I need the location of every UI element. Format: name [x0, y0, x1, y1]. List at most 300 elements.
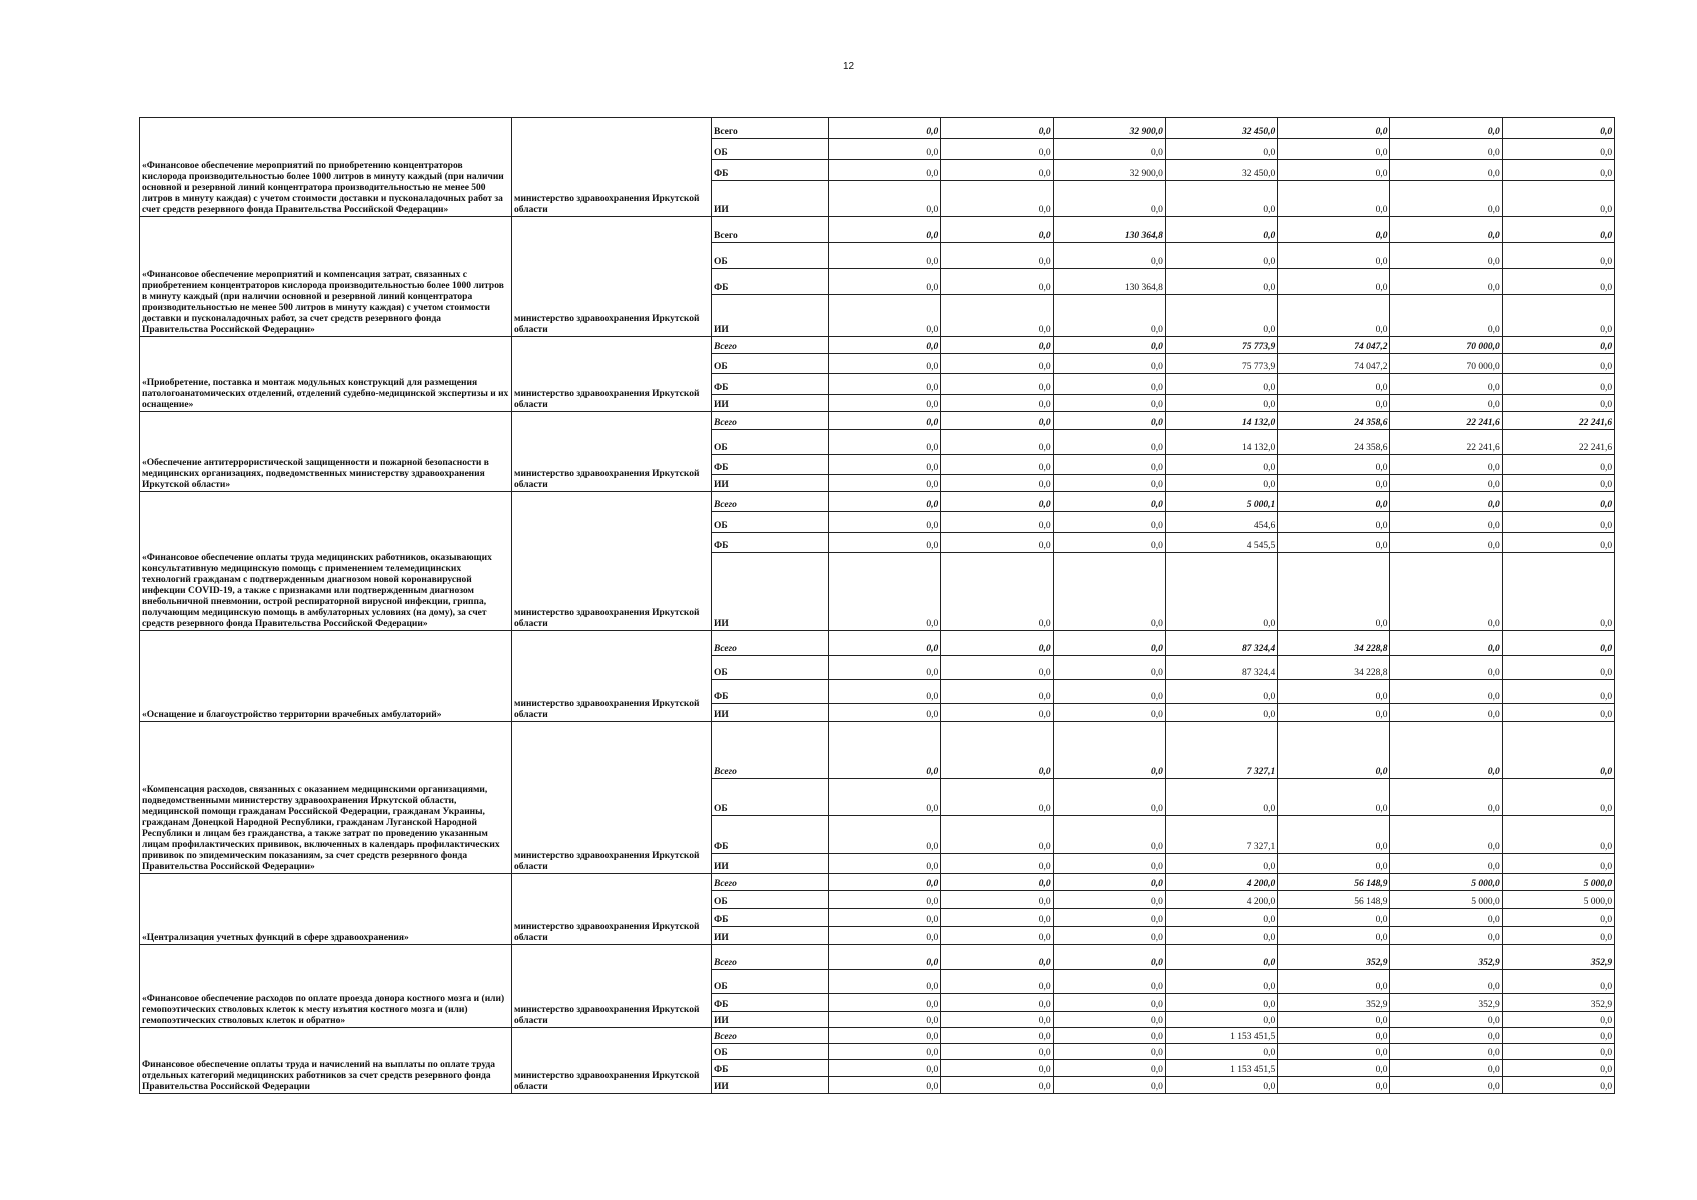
- value-cell: 0,0: [1502, 1012, 1614, 1028]
- value-cell: 34 228,8: [1278, 631, 1390, 656]
- value-cell: 0,0: [829, 412, 941, 430]
- value-cell: 0,0: [1053, 874, 1165, 891]
- value-cell: 0,0: [941, 970, 1053, 994]
- page-number: 12: [842, 61, 855, 72]
- value-cell: 0,0: [1502, 395, 1614, 412]
- value-cell: 0,0: [1053, 1028, 1165, 1044]
- value-cell: 0,0: [1502, 1044, 1614, 1060]
- value-cell: 4 200,0: [1165, 891, 1277, 909]
- measure-description: Финансовое обеспечение оплаты труда и начислений на выплаты по оплате труда отдельных категорий медицинских работников за счет средств резервного фонда Правительства Российской Федерации: [140, 1028, 512, 1094]
- value-cell: 0,0: [829, 553, 941, 631]
- value-cell: 0,0: [829, 927, 941, 945]
- value-cell: 0,0: [941, 295, 1053, 337]
- funding-source-fb: ФБ: [712, 269, 829, 295]
- value-cell: 22 241,6: [1502, 430, 1614, 455]
- value-cell: 0,0: [1278, 909, 1390, 927]
- value-cell: 0,0: [1502, 295, 1614, 337]
- value-cell: 0,0: [941, 891, 1053, 909]
- value-cell: 0,0: [941, 1028, 1053, 1044]
- value-cell: 0,0: [829, 631, 941, 656]
- value-cell: 0,0: [1278, 181, 1390, 217]
- value-cell: 0,0: [1390, 139, 1502, 160]
- value-cell: 0,0: [1165, 970, 1277, 994]
- value-cell: 130 364,8: [1053, 269, 1165, 295]
- value-cell: 0,0: [1390, 217, 1502, 243]
- value-cell: 0,0: [941, 533, 1053, 553]
- value-cell: 14 132,0: [1165, 430, 1277, 455]
- funding-source-fb: ФБ: [712, 909, 829, 927]
- value-cell: 0,0: [1053, 656, 1165, 680]
- value-cell: 0,0: [1502, 217, 1614, 243]
- value-cell: 0,0: [1390, 927, 1502, 945]
- measure-executor: министерство здравоохранения Иркутской области: [512, 945, 712, 1028]
- value-cell: 0,0: [941, 412, 1053, 430]
- value-cell: 0,0: [941, 816, 1053, 854]
- value-cell: 0,0: [1053, 512, 1165, 533]
- table-row: [140, 1028, 1615, 1044]
- value-cell: 0,0: [941, 1012, 1053, 1028]
- value-cell: 0,0: [1053, 492, 1165, 512]
- value-cell: 0,0: [1278, 779, 1390, 816]
- value-cell: 0,0: [941, 354, 1053, 374]
- value-cell: 0,0: [1165, 139, 1277, 160]
- table-row: [140, 874, 1615, 891]
- value-cell: 0,0: [1053, 891, 1165, 909]
- value-cell: 0,0: [1502, 243, 1614, 269]
- value-cell: 0,0: [1165, 779, 1277, 816]
- value-cell: 56 148,9: [1278, 874, 1390, 891]
- measure-executor: министерство здравоохранения Иркутской области: [512, 118, 712, 217]
- value-cell: 0,0: [1278, 217, 1390, 243]
- value-cell: 0,0: [1502, 475, 1614, 492]
- value-cell: 0,0: [1053, 455, 1165, 475]
- value-cell: 0,0: [941, 631, 1053, 656]
- value-cell: 0,0: [1053, 430, 1165, 455]
- value-cell: 0,0: [1278, 492, 1390, 512]
- value-cell: 0,0: [941, 475, 1053, 492]
- measure-executor: министерство здравоохранения Иркутской области: [512, 631, 712, 722]
- value-cell: 0,0: [1053, 854, 1165, 874]
- value-cell: 75 773,9: [1165, 354, 1277, 374]
- value-cell: 0,0: [1053, 533, 1165, 553]
- value-cell: 74 047,2: [1278, 354, 1390, 374]
- value-cell: 0,0: [1502, 181, 1614, 217]
- value-cell: 0,0: [1053, 553, 1165, 631]
- value-cell: 56 148,9: [1278, 891, 1390, 909]
- value-cell: 0,0: [1053, 779, 1165, 816]
- value-cell: 0,0: [941, 779, 1053, 816]
- value-cell: 0,0: [1053, 1012, 1165, 1028]
- value-cell: 0,0: [1278, 512, 1390, 533]
- value-cell: 0,0: [1278, 243, 1390, 269]
- value-cell: 0,0: [1053, 243, 1165, 269]
- value-cell: 0,0: [941, 927, 1053, 945]
- value-cell: 0,0: [1165, 909, 1277, 927]
- value-cell: 0,0: [1053, 354, 1165, 374]
- value-cell: 0,0: [941, 337, 1053, 354]
- value-cell: 0,0: [941, 512, 1053, 533]
- value-cell: 0,0: [941, 217, 1053, 243]
- value-cell: 0,0: [1165, 553, 1277, 631]
- funding-source-total: Всего: [712, 337, 829, 354]
- value-cell: 0,0: [829, 970, 941, 994]
- value-cell: 0,0: [941, 874, 1053, 891]
- value-cell: 0,0: [1502, 269, 1614, 295]
- value-cell: 0,0: [941, 118, 1053, 139]
- value-cell: 0,0: [1165, 374, 1277, 395]
- value-cell: 7 327,1: [1165, 722, 1277, 779]
- value-cell: 5 000,0: [1390, 891, 1502, 909]
- funding-source-ii: ИИ: [712, 927, 829, 945]
- value-cell: 0,0: [829, 945, 941, 970]
- value-cell: 0,0: [1053, 181, 1165, 217]
- value-cell: 0,0: [1502, 854, 1614, 874]
- funding-source-ii: ИИ: [712, 704, 829, 722]
- value-cell: 0,0: [829, 139, 941, 160]
- value-cell: 0,0: [829, 243, 941, 269]
- table-row: [140, 337, 1615, 354]
- value-cell: 352,9: [1278, 945, 1390, 970]
- value-cell: 0,0: [1390, 779, 1502, 816]
- value-cell: 0,0: [1165, 181, 1277, 217]
- value-cell: 0,0: [1165, 243, 1277, 269]
- funding-source-total: Всего: [712, 217, 829, 243]
- funding-source-total: Всего: [712, 118, 829, 139]
- value-cell: 0,0: [1390, 631, 1502, 656]
- value-cell: 5 000,1: [1165, 492, 1277, 512]
- value-cell: 0,0: [1278, 680, 1390, 704]
- funding-source-total: Всего: [712, 874, 829, 891]
- value-cell: 0,0: [1278, 970, 1390, 994]
- value-cell: 0,0: [829, 455, 941, 475]
- value-cell: 0,0: [941, 854, 1053, 874]
- table-row: [140, 722, 1615, 779]
- value-cell: 0,0: [1390, 1060, 1502, 1077]
- value-cell: 0,0: [829, 994, 941, 1012]
- funding-source-ob: ОБ: [712, 779, 829, 816]
- value-cell: 0,0: [829, 891, 941, 909]
- table-row: [140, 118, 1615, 139]
- value-cell: 0,0: [829, 1012, 941, 1028]
- funding-source-total: Всего: [712, 945, 829, 970]
- measure-executor: министерство здравоохранения Иркутской области: [512, 217, 712, 337]
- value-cell: 0,0: [1165, 269, 1277, 295]
- value-cell: 0,0: [941, 243, 1053, 269]
- value-cell: 0,0: [1278, 269, 1390, 295]
- value-cell: 0,0: [1165, 1044, 1277, 1060]
- funding-source-ii: ИИ: [712, 181, 829, 217]
- measure-description: «Приобретение, поставка и монтаж модульных конструкций для размещения патологоанатомических отделений, отделений судебно-медицинской экспертизы и их оснащение»: [140, 337, 512, 412]
- value-cell: 0,0: [829, 337, 941, 354]
- funding-source-fb: ФБ: [712, 374, 829, 395]
- value-cell: 0,0: [1502, 553, 1614, 631]
- funding-source-ob: ОБ: [712, 243, 829, 269]
- value-cell: 0,0: [829, 1028, 941, 1044]
- value-cell: 0,0: [1390, 1012, 1502, 1028]
- value-cell: 0,0: [829, 779, 941, 816]
- value-cell: 0,0: [1165, 295, 1277, 337]
- value-cell: 0,0: [1053, 680, 1165, 704]
- value-cell: 0,0: [829, 680, 941, 704]
- value-cell: 0,0: [1165, 1077, 1277, 1094]
- value-cell: 0,0: [1053, 631, 1165, 656]
- value-cell: 0,0: [1390, 395, 1502, 412]
- measure-description: «Обеспечение антитеррористической защищенности и пожарной безопасности в медицинских организациях, подведомственных министерству здравоохранения Иркутской области»: [140, 412, 512, 492]
- value-cell: 0,0: [829, 374, 941, 395]
- value-cell: 0,0: [1278, 1028, 1390, 1044]
- value-cell: 24 358,6: [1278, 412, 1390, 430]
- value-cell: 0,0: [829, 533, 941, 553]
- value-cell: 32 450,0: [1165, 118, 1277, 139]
- value-cell: 0,0: [1502, 160, 1614, 181]
- value-cell: 74 047,2: [1278, 337, 1390, 354]
- value-cell: 0,0: [1390, 722, 1502, 779]
- value-cell: 0,0: [1390, 243, 1502, 269]
- value-cell: 32 900,0: [1053, 118, 1165, 139]
- value-cell: 0,0: [1165, 854, 1277, 874]
- table-row: [140, 945, 1615, 970]
- value-cell: 0,0: [1278, 1044, 1390, 1060]
- value-cell: 0,0: [829, 656, 941, 680]
- value-cell: 0,0: [1278, 160, 1390, 181]
- value-cell: 0,0: [829, 909, 941, 927]
- value-cell: 1 153 451,5: [1165, 1028, 1277, 1044]
- value-cell: 70 000,0: [1390, 337, 1502, 354]
- value-cell: 0,0: [1502, 779, 1614, 816]
- value-cell: 0,0: [829, 475, 941, 492]
- value-cell: 0,0: [941, 374, 1053, 395]
- funding-source-fb: ФБ: [712, 680, 829, 704]
- value-cell: 0,0: [1502, 512, 1614, 533]
- value-cell: 0,0: [1390, 1077, 1502, 1094]
- value-cell: 0,0: [1390, 909, 1502, 927]
- value-cell: 0,0: [829, 1060, 941, 1077]
- value-cell: 0,0: [1278, 139, 1390, 160]
- value-cell: 0,0: [1278, 1012, 1390, 1028]
- funding-source-ii: ИИ: [712, 475, 829, 492]
- table-row: [140, 631, 1615, 656]
- value-cell: 0,0: [1278, 854, 1390, 874]
- value-cell: 0,0: [1502, 970, 1614, 994]
- value-cell: 0,0: [1053, 295, 1165, 337]
- value-cell: 0,0: [941, 455, 1053, 475]
- funding-source-fb: ФБ: [712, 994, 829, 1012]
- value-cell: 0,0: [1390, 295, 1502, 337]
- value-cell: 0,0: [1502, 139, 1614, 160]
- value-cell: 0,0: [1390, 533, 1502, 553]
- value-cell: 352,9: [1502, 945, 1614, 970]
- value-cell: 0,0: [1165, 395, 1277, 412]
- measure-description: «Компенсация расходов, связанных с оказанием медицинскими организациями, подведомственными министерству здравоохранения Иркутской области, медицинской помощи гражданам Российской Федерации, гражданам Украины, гражданам Донецкой Народной Республики, гражданам Луганской Народной Республики и лицам без гражданства, а также затрат по проведению указанным лицам профилактических прививок, включенных в календарь профилактических прививок по эпидемическим показаниям, за счет средств резервного фонда Правительства Российской Федерации»: [140, 722, 512, 874]
- funding-source-ob: ОБ: [712, 354, 829, 374]
- funding-source-ob: ОБ: [712, 1044, 829, 1060]
- value-cell: 352,9: [1390, 994, 1502, 1012]
- value-cell: 0,0: [829, 217, 941, 243]
- value-cell: 0,0: [1053, 994, 1165, 1012]
- value-cell: 0,0: [1502, 1077, 1614, 1094]
- measure-description: «Финансовое обеспечение мероприятий по приобретению концентраторов кислорода производительностью более 1000 литров в минуту каждый (при наличии основной и резервной линий концентратора производительностью не менее 500 литров в минуту каждая) с учетом стоимости доставки и пусконаладочных работ за счет средств резервного фонда Правительства Российской Федерации»: [140, 118, 512, 217]
- table-row: [140, 492, 1615, 512]
- value-cell: 0,0: [1278, 395, 1390, 412]
- value-cell: 32 900,0: [1053, 160, 1165, 181]
- value-cell: 0,0: [829, 354, 941, 374]
- value-cell: 0,0: [1502, 680, 1614, 704]
- measure-executor: министерство здравоохранения Иркутской области: [512, 874, 712, 945]
- value-cell: 0,0: [1390, 1044, 1502, 1060]
- value-cell: 130 364,8: [1053, 217, 1165, 243]
- value-cell: 0,0: [1502, 354, 1614, 374]
- value-cell: 0,0: [1165, 704, 1277, 722]
- value-cell: 0,0: [941, 160, 1053, 181]
- value-cell: 0,0: [1502, 337, 1614, 354]
- funding-source-ii: ИИ: [712, 395, 829, 412]
- value-cell: 0,0: [941, 269, 1053, 295]
- value-cell: 0,0: [1390, 455, 1502, 475]
- value-cell: 0,0: [1390, 970, 1502, 994]
- value-cell: 0,0: [1053, 139, 1165, 160]
- value-cell: 0,0: [941, 656, 1053, 680]
- value-cell: 22 241,6: [1390, 430, 1502, 455]
- value-cell: 0,0: [1502, 816, 1614, 854]
- value-cell: 0,0: [1278, 722, 1390, 779]
- value-cell: 0,0: [1390, 492, 1502, 512]
- value-cell: 0,0: [829, 269, 941, 295]
- measure-executor: министерство здравоохранения Иркутской области: [512, 722, 712, 874]
- funding-source-ob: ОБ: [712, 970, 829, 994]
- value-cell: 75 773,9: [1165, 337, 1277, 354]
- value-cell: 0,0: [1390, 656, 1502, 680]
- value-cell: 0,0: [1390, 181, 1502, 217]
- value-cell: 0,0: [1165, 927, 1277, 945]
- value-cell: 0,0: [1502, 909, 1614, 927]
- value-cell: 0,0: [1053, 704, 1165, 722]
- value-cell: 0,0: [1390, 118, 1502, 139]
- value-cell: 0,0: [1165, 945, 1277, 970]
- value-cell: 0,0: [1390, 374, 1502, 395]
- measure-executor: министерство здравоохранения Иркутской области: [512, 492, 712, 631]
- funding-source-ob: ОБ: [712, 430, 829, 455]
- value-cell: 0,0: [1278, 553, 1390, 631]
- value-cell: 0,0: [941, 181, 1053, 217]
- funding-source-ob: ОБ: [712, 512, 829, 533]
- funding-source-ii: ИИ: [712, 553, 829, 631]
- value-cell: 0,0: [1502, 118, 1614, 139]
- value-cell: 352,9: [1502, 994, 1614, 1012]
- value-cell: 0,0: [1502, 656, 1614, 680]
- value-cell: 0,0: [829, 874, 941, 891]
- value-cell: 0,0: [1390, 680, 1502, 704]
- value-cell: 0,0: [941, 395, 1053, 412]
- value-cell: 352,9: [1278, 994, 1390, 1012]
- value-cell: 0,0: [829, 181, 941, 217]
- value-cell: 0,0: [1390, 1028, 1502, 1044]
- value-cell: 0,0: [829, 722, 941, 779]
- value-cell: 0,0: [941, 492, 1053, 512]
- value-cell: 87 324,4: [1165, 631, 1277, 656]
- value-cell: 0,0: [941, 909, 1053, 927]
- value-cell: 0,0: [1165, 680, 1277, 704]
- funding-source-ii: ИИ: [712, 1012, 829, 1028]
- value-cell: 0,0: [1278, 475, 1390, 492]
- value-cell: 0,0: [1390, 160, 1502, 181]
- value-cell: 0,0: [1165, 994, 1277, 1012]
- value-cell: 22 241,6: [1390, 412, 1502, 430]
- value-cell: 0,0: [829, 704, 941, 722]
- funding-source-ii: ИИ: [712, 1077, 829, 1094]
- value-cell: 22 241,6: [1502, 412, 1614, 430]
- value-cell: 0,0: [1390, 553, 1502, 631]
- value-cell: 0,0: [1053, 945, 1165, 970]
- value-cell: 0,0: [1390, 475, 1502, 492]
- value-cell: 0,0: [1053, 816, 1165, 854]
- value-cell: 0,0: [829, 816, 941, 854]
- value-cell: 0,0: [1390, 816, 1502, 854]
- value-cell: 87 324,4: [1165, 656, 1277, 680]
- value-cell: 352,9: [1390, 945, 1502, 970]
- value-cell: 32 450,0: [1165, 160, 1277, 181]
- value-cell: 0,0: [1053, 722, 1165, 779]
- value-cell: 0,0: [829, 1077, 941, 1094]
- value-cell: 0,0: [1502, 631, 1614, 656]
- value-cell: 14 132,0: [1165, 412, 1277, 430]
- value-cell: 0,0: [1278, 1077, 1390, 1094]
- value-cell: 34 228,8: [1278, 656, 1390, 680]
- funding-source-ii: ИИ: [712, 854, 829, 874]
- value-cell: 0,0: [941, 680, 1053, 704]
- value-cell: 0,0: [829, 295, 941, 337]
- value-cell: 0,0: [1053, 1077, 1165, 1094]
- value-cell: 0,0: [1053, 337, 1165, 354]
- value-cell: 0,0: [1053, 374, 1165, 395]
- value-cell: 0,0: [941, 430, 1053, 455]
- value-cell: 0,0: [829, 430, 941, 455]
- value-cell: 5 000,0: [1502, 874, 1614, 891]
- value-cell: 0,0: [1165, 455, 1277, 475]
- value-cell: 0,0: [941, 945, 1053, 970]
- value-cell: 0,0: [1390, 854, 1502, 874]
- value-cell: 0,0: [1278, 295, 1390, 337]
- funding-source-fb: ФБ: [712, 816, 829, 854]
- value-cell: 0,0: [829, 492, 941, 512]
- funding-source-total: Всего: [712, 1028, 829, 1044]
- value-cell: 1 153 451,5: [1165, 1060, 1277, 1077]
- value-cell: 0,0: [1053, 1060, 1165, 1077]
- funding-source-ob: ОБ: [712, 891, 829, 909]
- value-cell: 0,0: [1278, 816, 1390, 854]
- measure-description: «Финансовое обеспечение оплаты труда медицинских работников, оказывающих консультативную медицинскую помощь с применением телемедицинских технологий гражданам с подтвержденным диагнозом новой коронавирусной инфекции COVID-19, а также с признаками или подтвержденным диагнозом внебольничной пневмонии, острой респираторной вирусной инфекции, гриппа, получающим медицинскую помощь в амбулаторных условиях (на дому), за счет средств резервного фонда Правительства Российской Федерации»: [140, 492, 512, 631]
- value-cell: 0,0: [829, 1044, 941, 1060]
- value-cell: 0,0: [829, 118, 941, 139]
- funding-source-fb: ФБ: [712, 160, 829, 181]
- value-cell: 5 000,0: [1502, 891, 1614, 909]
- value-cell: 0,0: [829, 854, 941, 874]
- measure-description: «Оснащение и благоустройство территории врачебных амбулаторий»: [140, 631, 512, 722]
- funding-source-ii: ИИ: [712, 295, 829, 337]
- value-cell: 0,0: [941, 553, 1053, 631]
- value-cell: 0,0: [829, 512, 941, 533]
- value-cell: 0,0: [1165, 1012, 1277, 1028]
- value-cell: 0,0: [1278, 374, 1390, 395]
- value-cell: 0,0: [1165, 475, 1277, 492]
- value-cell: 0,0: [1053, 475, 1165, 492]
- value-cell: 0,0: [1502, 1060, 1614, 1077]
- measure-description: «Централизация учетных функций в сфере здравоохранения»: [140, 874, 512, 945]
- budget-table: [139, 117, 1615, 1094]
- value-cell: 0,0: [1390, 512, 1502, 533]
- value-cell: 0,0: [1053, 412, 1165, 430]
- value-cell: 4 200,0: [1165, 874, 1277, 891]
- value-cell: 0,0: [1278, 118, 1390, 139]
